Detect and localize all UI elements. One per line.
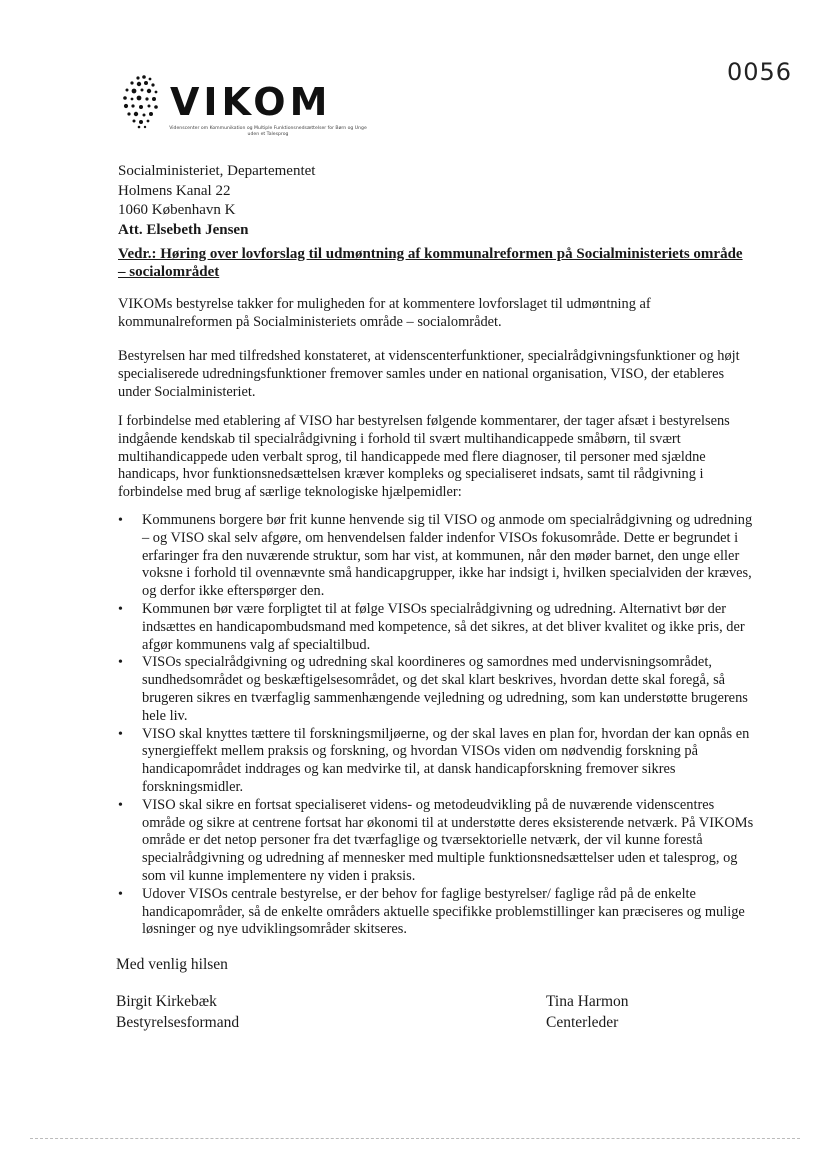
paragraph-intro: VIKOMs bestyrelse takker for muligheden for at kommentere lovforslaget til udmøntning af kommunalreformen på Socialministeriets område – socialområdet. (118, 296, 651, 330)
scan-edge-line (30, 1138, 800, 1139)
paragraph-comments: I forbindelse med etablering af VISO har bestyrelsen følgende kommentarer, der tager afsæt i bestyrelsens indgående kendskab til specialrådgivning i forhold til svært multihandicappede småbørn, til svært multihandicappede uden verbalt sprog, til handicappede med flere diagnoser, til personer med sjældne handicaps, hvor funktionsnedsættelsen kræver kompleks og specialiseret indsats, samt til rådgivning i forbindelse med brug af særlige teknologiske hjælpemidler: (118, 413, 730, 501)
recipient-attention: Att. Elsebeth Jensen (118, 221, 249, 238)
logo-wordmark: VIKOM (170, 80, 332, 124)
globe-icon (118, 74, 168, 134)
recipient-address (118, 162, 315, 240)
signature-block-chair (116, 992, 239, 1033)
page-number: 0056 (727, 58, 793, 86)
signature-block-leader (546, 992, 629, 1033)
signatory-title: Bestyrelsesformand (116, 1013, 240, 1031)
signatory-name: Tina Harmon (546, 993, 629, 1010)
paragraph-board: Bestyrelsen har med tilfredshed konstateret, at videnscenterfunktioner, specialrådgivningsfunktioner og højt specialiserede udredningsfunktioner fremover samles under en national organisation, VISO, der etableres under Socialministeriet. (118, 348, 740, 400)
recipient-line-2: Holmens Kanal 22 (118, 182, 231, 199)
list-item: • VISO skal knyttes tættere til forskningsmiljøerne, og der skal laves en plan for, hvordan der kan opnås en synergieffekt mellem praksis og forskning, og hvordan VISOs viden om nødvendig forskning på handicapområdet inddrages og kan medvirke til, at dansk handicapforskning fremover sikres forskningsmidler. (118, 726, 758, 797)
logo-tagline: Videnscenter om Kommunikation og Multiple Funktionsnedsættelser for Børn og Unge uden et Talesprog (169, 126, 367, 137)
list-item: • VISOs specialrådgivning og udredning skal koordineres og samordnes med undervisningsområdet, sundhedsområdet og beskæftigelsesområdet, og det skal klart beskrives, hvordan dette skal foregå, så brugeren sikres en tværfaglig sammenhængende vejledning og udredning, som kan understøtte brugerens hele liv. (118, 654, 758, 725)
recipient-line-3: 1060 København K (118, 202, 236, 218)
list-item: • Udover VISOs centrale bestyrelse, er der behov for faglige bestyrelser/ faglige råd på de enkelte handicapområder, så de enkelte områders aktuelle specifikke problemstillinger kan præciseres og mulige løsninger og nye udviklingsområder skitseres. (118, 886, 758, 939)
comment-list (118, 512, 758, 939)
list-item: • VISO skal sikre en fortsat specialiseret videns- og metodeudvikling på de nuværende videnscentres område og sikre at centrene fortsat har økonomi til at understøtte deres eksisterende netværk. På VIKOMs område er det netop personer fra det tværfaglige og tværsektorielle netværk, der vil kunne forestå specialrådgivning og udredning af mennesker med multiple funktionsnedsættelser uden et talesprog, og som vil kunne implementere ny viden i praksis. (118, 797, 758, 886)
list-item: • Kommunen bør være forpligtet til at følge VISOs specialrådgivning og udredning. Alternativt bør der indsættes en handicapombudsmand med kompetence, så det sikres, at det bliver kvalitet og ikke pris, der afgør kommunens valg af specialtilbud. (118, 601, 758, 654)
signatory-name: Birgit Kirkebæk (116, 993, 217, 1010)
closing-greeting: Med venlig hilsen (116, 956, 228, 973)
recipient-line-1: Socialministeriet, Departementet (118, 163, 316, 179)
vikom-logo (118, 74, 367, 154)
subject-line: Vedr.: Høring over lovforslag til udmøntning af kommunalreformen på Socialministeriets område – socialområdet (118, 246, 743, 280)
signatory-title: Centerleder (546, 1013, 619, 1031)
list-item: • Kommunens borgere bør frit kunne henvende sig til VISO og anmode om specialrådgivning og udredning – og VISO skal selv afgøre, om henvendelsen falder indenfor VISOs fokusområde. Dette er begrundet i erfaringer fra den nuværende struktur, som har vist, at kommunen, når den møder barnet, den unge eller voksne i forhold til ovennævnte små handicapgrupper, ikke har indsigt i, hvilken specialviden der kræves, og derfor ikke efterspørger den. (118, 512, 758, 601)
